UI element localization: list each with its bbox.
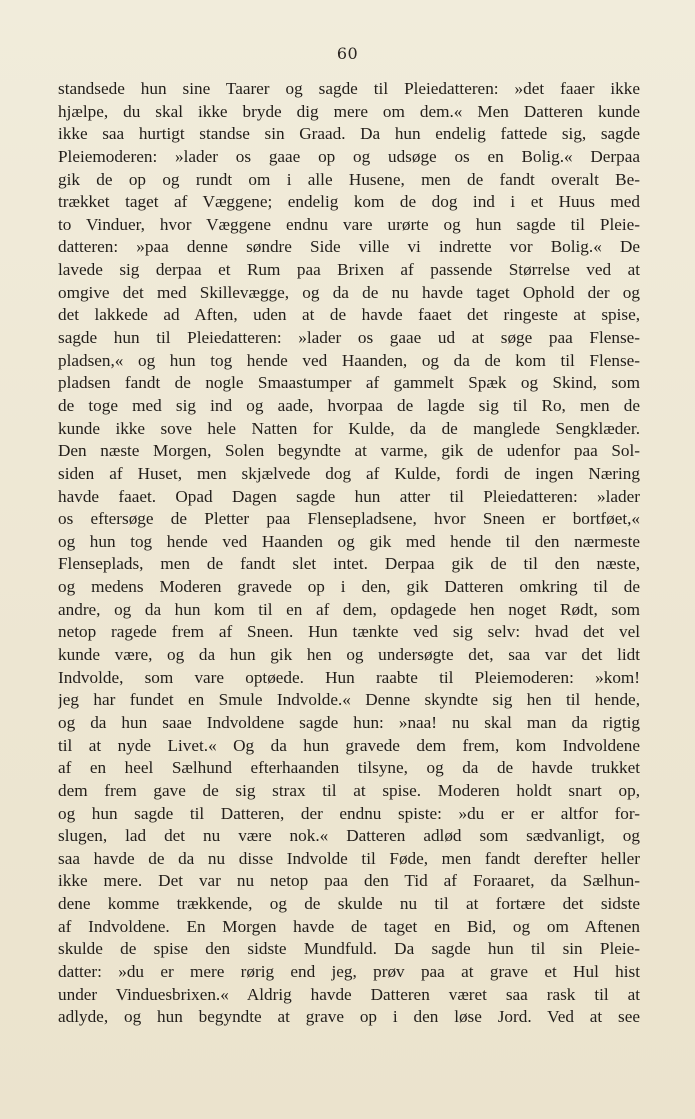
text-line: ikke mere. Det var nu netop paa den Tid af Foraaret, da Sælhun- [58,871,640,891]
text-line: pladsen fandt de nogle Smaastumper af gammelt Spæk og Skind, som [58,373,640,393]
text-line: slugen, lad det nu være nok.« Datteren adlød som sædvanligt, og [58,826,640,846]
text-line: under Vinduesbrixen.« Aldrig havde Datteren været saa rask til at [58,984,640,1004]
text-line: siden af Huset, men skjælvede dog af Kulde, fordi de ingen Næring [58,463,640,483]
text-line: de toge med sig ind og aade, hvorpaa de lagde sig til Ro, men de [58,395,640,415]
text-line: ikke saa hurtigt standse sin Graad. Da hun endelig fattede sig, sagde [58,124,640,144]
text-line: og hun tog hende ved Haanden og gik med hende til den nærmeste [58,531,640,551]
text-line: datteren: »paa denne søndre Side ville vi indrette vor Bolig.« De [58,237,640,257]
text-line: saa havde de da nu disse Indvolde til Føde, men fandt derefter heller [58,848,640,868]
text-line: Den næste Morgen, Solen begyndte at varme, gik de udenfor paa Sol- [58,441,640,461]
text-line: datter: »du er mere rørig end jeg, prøv paa at grave et Hul hist [58,961,640,981]
text-line: adlyde, og hun begyndte at grave op i den løse Jord. Ved at see [58,1007,640,1027]
text-line: og da hun saae Indvoldene sagde hun: »naa! nu skal man da rigtig [58,712,640,732]
text-line: andre, og da hun kom til en af dem, opdagede hen noget Rødt, som [58,599,640,619]
text-line: standsede hun sine Taarer og sagde til Pleiedatteren: »det faaer ikke [58,79,640,98]
text-line: lavede sig derpaa et Rum paa Brixen af passende Størrelse ved at [58,260,640,280]
text-line: kunde ikke sove hele Natten for Kulde, da de manglede Sengklæder. [58,418,640,438]
text-line: trækket taget af Væggene; endelig kom de dog ind i et Huus med [58,192,640,212]
text-line: hjælpe, du skal ikke bryde dig mere om dem.« Men Datteren kunde [58,101,640,121]
text-line: os eftersøge de Pletter paa Flensepladsene, hvor Sneen er bortføet,« [58,509,640,529]
text-line: to Vinduer, hvor Væggene endnu vare urørte og hun sagde til Pleie- [58,214,640,234]
text-line: dene komme trækkende, og de skulde nu til at fortære det sidste [58,894,640,914]
text-line: pladsen,« og hun tog hende ved Haanden, og da de kom til Flense- [58,350,640,370]
text-line: det lakkede ad Aften, uden at de havde faaet det ringeste at spise, [58,305,640,325]
text-line: af Indvoldene. En Morgen havde de taget en Bid, og om Aftenen [58,916,640,936]
text-line: og hun sagde til Datteren, der endnu spiste: »du er er altfor for- [58,803,640,823]
text-line: skulde de spise den sidste Mundfuld. Da sagde hun til sin Pleie- [58,939,640,959]
text-line: Flenseplads, men de fandt slet intet. Derpaa gik de til den næste, [58,554,640,574]
text-line: dem frem gave de sig strax til at spise. Moderen holdt snart op, [58,780,640,800]
text-line: kunde være, og da hun gik hen og undersøgte det, saa var det lidt [58,645,640,665]
text-line: af en heel Sælhund efterhaanden tilsyne, og da de havde trukket [58,758,640,778]
text-line: til at nyde Livet.« Og da hun gravede dem frem, kom Indvoldene [58,735,640,755]
text-line: omgive det med Skillevægge, og da de nu havde taget Ophold der og [58,282,640,302]
text-line: Pleiemoderen: »lader os gaae op og udsøge os en Bolig.« Derpaa [58,146,640,166]
text-line: og medens Moderen gravede op i den, gik Datteren omkring til de [58,577,640,597]
text-line: havde faaet. Opad Dagen sagde hun atter til Pleiedatteren: »lader [58,486,640,506]
body-text [58,78,640,1029]
text-line: netop ragede frem af Sneen. Hun tænkte ved sig selv: hvad det vel [58,622,640,642]
page-number: 60 [336,44,359,63]
text-line: jeg har fundet en Smule Indvolde.« Denne skyndte sig hen til hende, [58,690,640,710]
text-line: Indvolde, som vare optøede. Hun raabte til Pleiemoderen: »kom! [58,667,640,687]
text-line: gik de op og rundt om i alle Husene, men de fandt overalt Be- [58,169,640,189]
text-line: sagde hun til Pleiedatteren: »lader os gaae ud at søge paa Flense- [58,328,640,348]
